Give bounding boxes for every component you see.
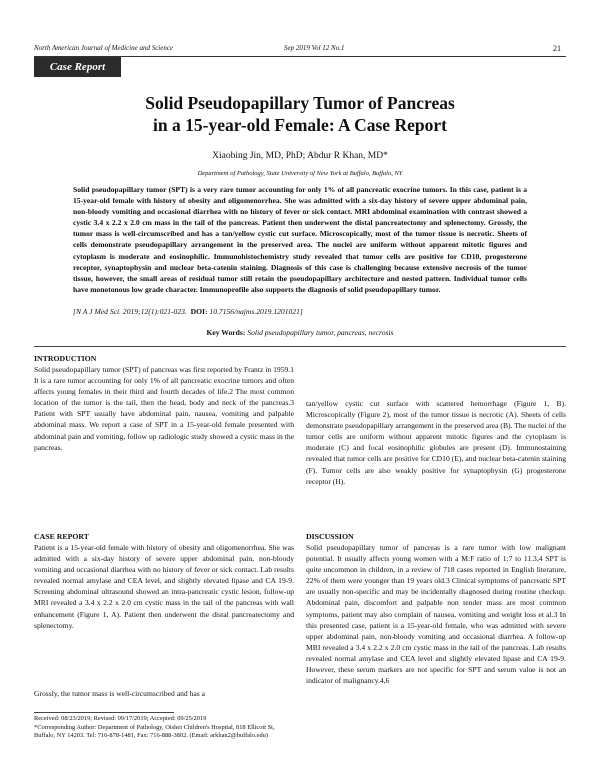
citation xyxy=(73,306,527,317)
abstract: Solid pseudopapillary tumor (SPT) is a very rare tumor accounting for only 1% of all pancreatic exocrine tumors. In this case, patient is a 15-year-old female with history of obesity and oligomenorrhea. She was admitted with a six-day history of severe upper abdominal pain, non-bloody vomiting and occasional diarrhea with no history of fever or sick contact. MRI abdominal examination with contrast showed a cystic 3.4 x 2.2 x 2.0 cm mass in the tail of the pancreas. Patient then underwent the distal pancreatectomy and splenectomy. Grossly, the tumor mass is well-circumscribed and has a tan/yellow cystic cut surface. Microscopically, most of the tumor tissue is necrotic. Sheets of cells demonstrate pseudopapillary arrangement in the preserved area. The nuclei are uniform without apparent mitotic figures and cytoplasm is moderate and eosinophilic. Immunohistochemistry study revealed that tumor cells are positive for CD10, progesterone receptor, synaptophysin and nuclear beta-catenin staining. Diagnosis of this case is challenging because extensive necrosis of the tumor tissue, however, the small areas of residual tumor still retain the pseudopapillary architecture and nested pattern. Individual tumor cells have monotonous low grade character. Immunoprofile also supports the diagnosis of solid pseudopapillary tumor. xyxy=(73,185,527,294)
doi-label: DOI: xyxy=(190,307,208,316)
title-line-2: in a 15-year-old Female: A Case Report xyxy=(153,114,447,135)
authors: Xiaobing Jin, MD, PhD; Abdur R Khan, MD* xyxy=(212,151,388,161)
section-badge: Case Report xyxy=(34,57,121,77)
results-continued-text: tan/yellow cystic cut surface with scattered hemorrhage (Figure 1, B). Microscopically (Figure 2), most of the tumor tissue is necrotic (A). Sheets of cells demonstrate pseudopapillary arrangement in the preserved area (B). The nuclei of the tumor cells are uniform without apparent mitotic figures and the cytoplasm is moderate (C) and focal eosinophilic globules are present (D). Immunostaining revealed that tumor cells are positive for CD10 (E), and nuclear beta-catenin staining (F). Tumor cells are also weakly positive for synaptophysin (G) progesterone receptor (H). xyxy=(306,399,566,486)
keywords-label: Key Words: xyxy=(206,328,246,337)
article-title xyxy=(60,93,540,136)
discussion-heading: DISCUSSION xyxy=(306,532,354,541)
citation-reference: [N A J Med Sci. 2019;12(1):021-023. xyxy=(73,307,187,316)
affiliation: Department of Pathology, State University of New York at Buffalo, Buffalo, NY xyxy=(197,170,403,177)
discussion-text: Solid pseudopapillary tumor of pancreas is a rare tumor with low malignant potential. It usually affects young women with a M:F ratio of 1:7 to 11.3,4 SPT is quite uncommon in children, in a review of 718 cases reported in English literature, 22% of them were younger than 19 years old.3 Clinical symptoms of pancreatic SPT are usually non-specific and may be incidentally diagnosed during routine checkup. Abdominal pain, discomfort and palpable non tender mass are most common symptoms, patient may also complain of nausea, vomiting and weight loss et al.3 In this presented case, patient is a 15-year-old female, who was admitted with severe upper abdominal pain, non-bloody vomiting and occasional diarrhea. A follow-up MRI revealed a 3.4 x 2.2 x 2.0 cm cystic mass in the tail of the pancreas. Lab results revealed normal amylase and CEA level and slightly elevated lipase and CA 19-9. However, these serum markers are not specific for SPT and serum value is not an indicator of malignancy.4,6 xyxy=(306,543,566,686)
footnote-dates: Received: 08/23/2019; Revised: 09/17/2019; Accepted: 09/25/2019 xyxy=(34,715,207,722)
keywords-text: Solid pseudopapillary tumor, pancreas, necrosis xyxy=(247,328,394,337)
footnote-rule xyxy=(34,712,174,713)
doi-link[interactable]: 10.7156/najms.2019.1201021] xyxy=(209,307,303,316)
title-line-1: Solid Pseudopapillary Tumor of Pancreas xyxy=(145,93,455,113)
case-report-text: Patient is a 15-year-old female with history of obesity and oligomenorrhea. She was admitted with a six-day history of severe upper abdominal pain, non-bloody vomiting and occasional diarrhea with no history of fever or sick contact. Lab results revealed normal amylase and CEA level, and slightly elevated lipase and CA 19-9. Screening abdominal ultrasound showed an intra-pancreatic cystic lesion, follow-up MRI revealed a 3.4 x 2.2 x 2.0 cm cystic mass in the tail of the pancreas with wall enhancement (Figure 1, A). Patient then underwent the distal pancreatectomy and splenectomy. xyxy=(34,543,294,630)
keywords xyxy=(60,328,540,337)
footnote xyxy=(34,715,296,741)
page-number: 21 xyxy=(553,44,561,53)
journal-name: North American Journal of Medicine and Science xyxy=(34,44,174,52)
introduction-text: Solid pseudopapillary tumor (SPT) of pancreas was first reported by Frantz in 1959.1 It is a rare tumor accounting for only 1% of all pancreatic exocrine tumors and often affects young females in their third and fourth decades of life.2 The most common location of the tumor is the tail, then the head, body and neck of the pancreas.3 Patient with SPT usually have abdominal pain, nausea, vomiting and palpable abdominal mass. We report a case of SPT in a 15-year-old female presented with abdominal pain and vomiting, follow up radiologic study showed a cystic mass in the pancreas. xyxy=(34,365,294,452)
introduction-heading: INTRODUCTION xyxy=(34,354,97,363)
footnote-corresponding: *Corresponding Author: Department of Pathology, Oishei Children's Hospital, 818 Ellicott St, Buffalo, NY 14203. Tel: 716-878-1481, Fax: 716-888-3802. (Email: arkhan2@buffalo.edu) xyxy=(34,723,275,739)
gross-text: Grossly, the tumor mass is well-circumscribed and has a xyxy=(34,689,205,698)
case-report-heading: CASE REPORT xyxy=(34,532,89,541)
issue-info: Sep 2019 Vol 12 No.1 xyxy=(284,44,345,52)
section-divider xyxy=(34,346,566,347)
